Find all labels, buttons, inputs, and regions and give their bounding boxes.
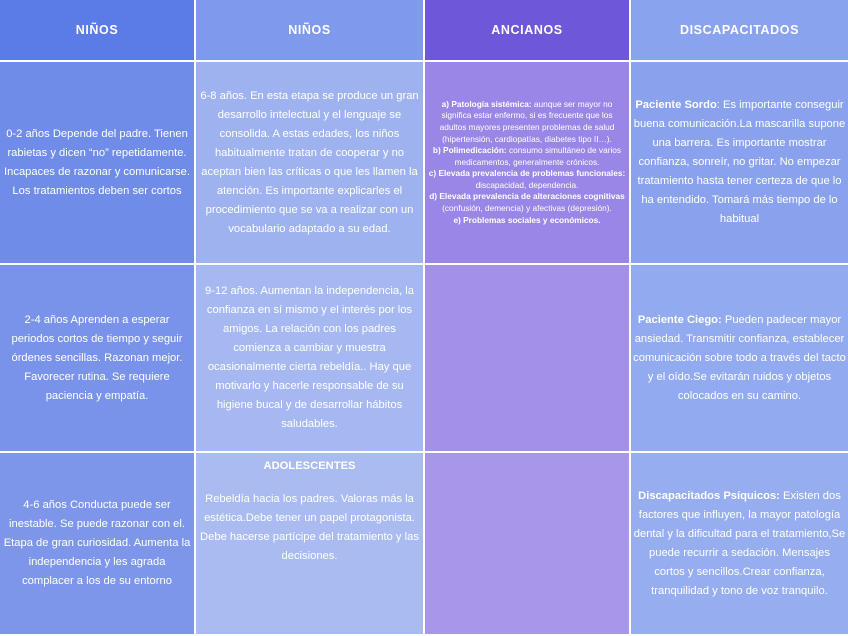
cell-6-8-anos: 6-8 años. En esta etapa se produce un gran desarrollo intelectual y el lenguaje se consolida. A estas edades, los niños habitualmente tratan de cooperar y no aceptan bien las críticas o que les llamen la atención. Es importante explicarles el procedimiento que se va a realizar con un vocabulario adaptado a su edad. xyxy=(196,62,425,265)
cell-ancianos-empty-2 xyxy=(425,453,631,636)
cell-adolescentes xyxy=(196,453,425,636)
cell-4-6-anos: 4-6 años Conducta puede ser inestable. Se puede razonar con el. Etapa de gran curiosidad. Aumenta la independencia y les agrada complacer a los de su entorno xyxy=(0,453,196,636)
cell-ancianos-empty-1 xyxy=(425,265,631,453)
ciego-text: Paciente Ciego: Pueden padecer mayor ansiedad. Transmitir confianza, establecer comunicación sobre todo a través del tacto y el oído.Se evitarán ruidos y objetos colocados en su camino. xyxy=(633,313,846,402)
cell-ancianos-list xyxy=(425,62,631,265)
psiquicos-text: Discapacitados Psíquicos: Existen dos factores que influyen, la mayor patología dental y la dificultad para el tratamiento,Se puede recurrir a sedación. Mensajes cortos y sencillos.Crear confianza, tranquilidad y tono de voz tranquilo. xyxy=(633,489,846,597)
cell-paciente-sordo xyxy=(631,62,848,265)
cell-2-4-anos: 2-4 años Aprenden a esperar periodos cortos de tiempo y seguir órdenes sencillas. Razonan mejor. Favorecer rutina. Se requiere paciencia y empatía. xyxy=(0,265,196,453)
adolescentes-text: Rebeldía hacia los padres. Valoras más la estética.Debe tener un papel protagonista. Debe hacerse partícipe del tratamiento y las decisiones. xyxy=(200,493,419,562)
ancianos-item-c: c) Elevada prevalencia de problemas funcionales: discapacidad, dependencia. xyxy=(428,168,626,190)
header-ancianos: ANCIANOS xyxy=(425,0,631,62)
ancianos-item-a: a) Patología sistémica: aunque ser mayor no significa estar enfermo, si es frecuente que los adultos mayores presenten problemas de salud (hipertensión, cardiopatías, diabetes tipo II…). xyxy=(439,98,615,144)
cell-paciente-ciego xyxy=(631,265,848,453)
header-ninos-2: NIÑOS xyxy=(196,0,425,62)
header-ninos-1: NIÑOS xyxy=(0,0,196,62)
ancianos-item-e: e) Problemas sociales y económicos. xyxy=(453,214,601,225)
cell-discapacitados-psiquicos xyxy=(631,453,848,636)
cell-0-2-anos: 0-2 años Depende del padre. Tienen rabietas y dicen “no” repetidamente. Incapaces de razonar y comunicarse. Los tratamientos deben ser cortos xyxy=(0,62,196,265)
adolescentes-title: ADOLESCENTES xyxy=(263,460,356,472)
ancianos-item-d: d) Elevada prevalencia de alteraciones cognitivas (confusión, demencia) y afectivas (depresión). xyxy=(429,191,625,214)
sordo-text: Paciente Sordo: Es importante conseguir buena comunicación.La mascarilla supone una barrera. Es importante mostrar confianza, sonreír, no gritar. No empezar tratamiento hasta tener certeza de que lo ha entendido. Tomará más tiempo de lo habitual xyxy=(633,99,846,225)
cell-9-12-anos: 9-12 años. Aumentan la independencia, la confianza en sí mismo y el interés por los amigos. La relación con los padres comienza a cambiar y muestra ocasionalmente cierta rebeldía.. Hay que motivarlo y hacerle responsable de su higiene bucal y de desarrollar hábitos saludables. xyxy=(196,265,425,453)
header-discapacitados: DISCAPACITADOS xyxy=(631,0,848,62)
ancianos-item-b: b) Polimedicación: consumo simultáneo de varios medicamentos, generalmente crónicos. xyxy=(432,145,622,167)
